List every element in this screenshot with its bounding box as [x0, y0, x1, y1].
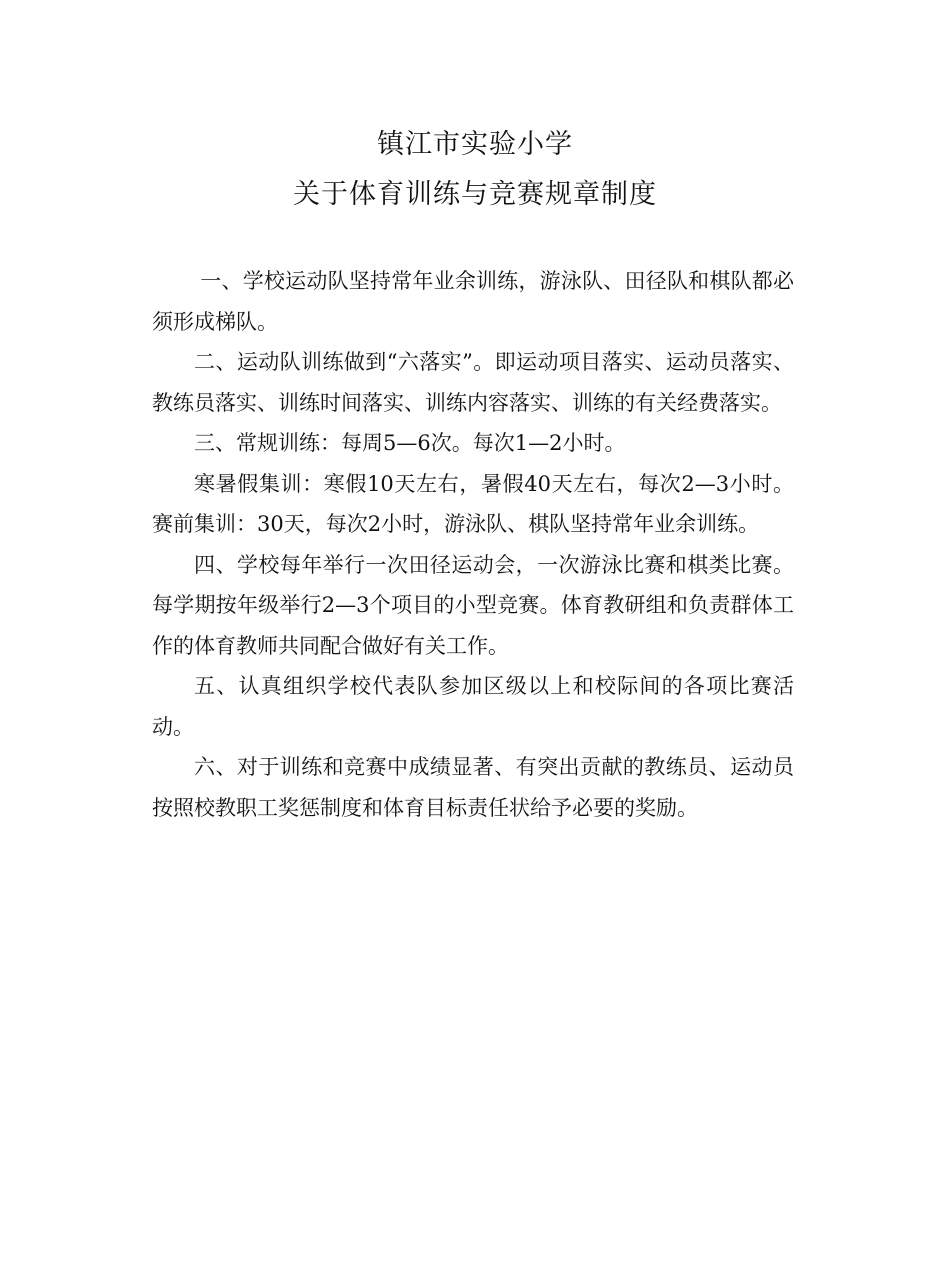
document-title: [0, 120, 950, 220]
paragraph-7: 六、对于训练和竞赛中成绩显著、有突出贡献的教练员、运动员按照校教职工奖惩制度和体育目标责任状给予必要的奖励。: [152, 755, 794, 820]
paragraph-2: 二、运动队训练做到“六落实”。即运动项目落实、运动员落实、教练员落实、训练时间落实、训练内容落实、训练的有关经费落实。: [152, 350, 794, 415]
paragraph-4: 寒暑假集训：寒假10天左右，暑假40天左右，每次2—3小时。赛前集训：30天，每次2小时，游泳队、棋队坚持常年业余训练。: [152, 471, 794, 536]
paragraph-1: 一、学校运动队坚持常年业余训练，游泳队、田径队和棋队都必须形成梯队。: [152, 269, 794, 334]
paragraph-5: 四、学校每年举行一次田径运动会，一次游泳比赛和棋类比赛。每学期按年级举行2—3个项目的小型竞赛。体育教研组和负责群体工作的体育教师共同配合做好有关工作。: [152, 552, 794, 658]
paragraph-3: 三、常规训练：每周5—6次。每次1—2小时。: [194, 431, 626, 455]
document-body: [152, 261, 794, 828]
paragraph-6: 五、认真组织学校代表队参加区级以上和校际间的各项比赛活动。: [152, 674, 794, 739]
title-school-name: 镇江市实验小学: [377, 129, 573, 160]
title-regulation-name: 关于体育训练与竞赛规章制度: [293, 179, 657, 210]
